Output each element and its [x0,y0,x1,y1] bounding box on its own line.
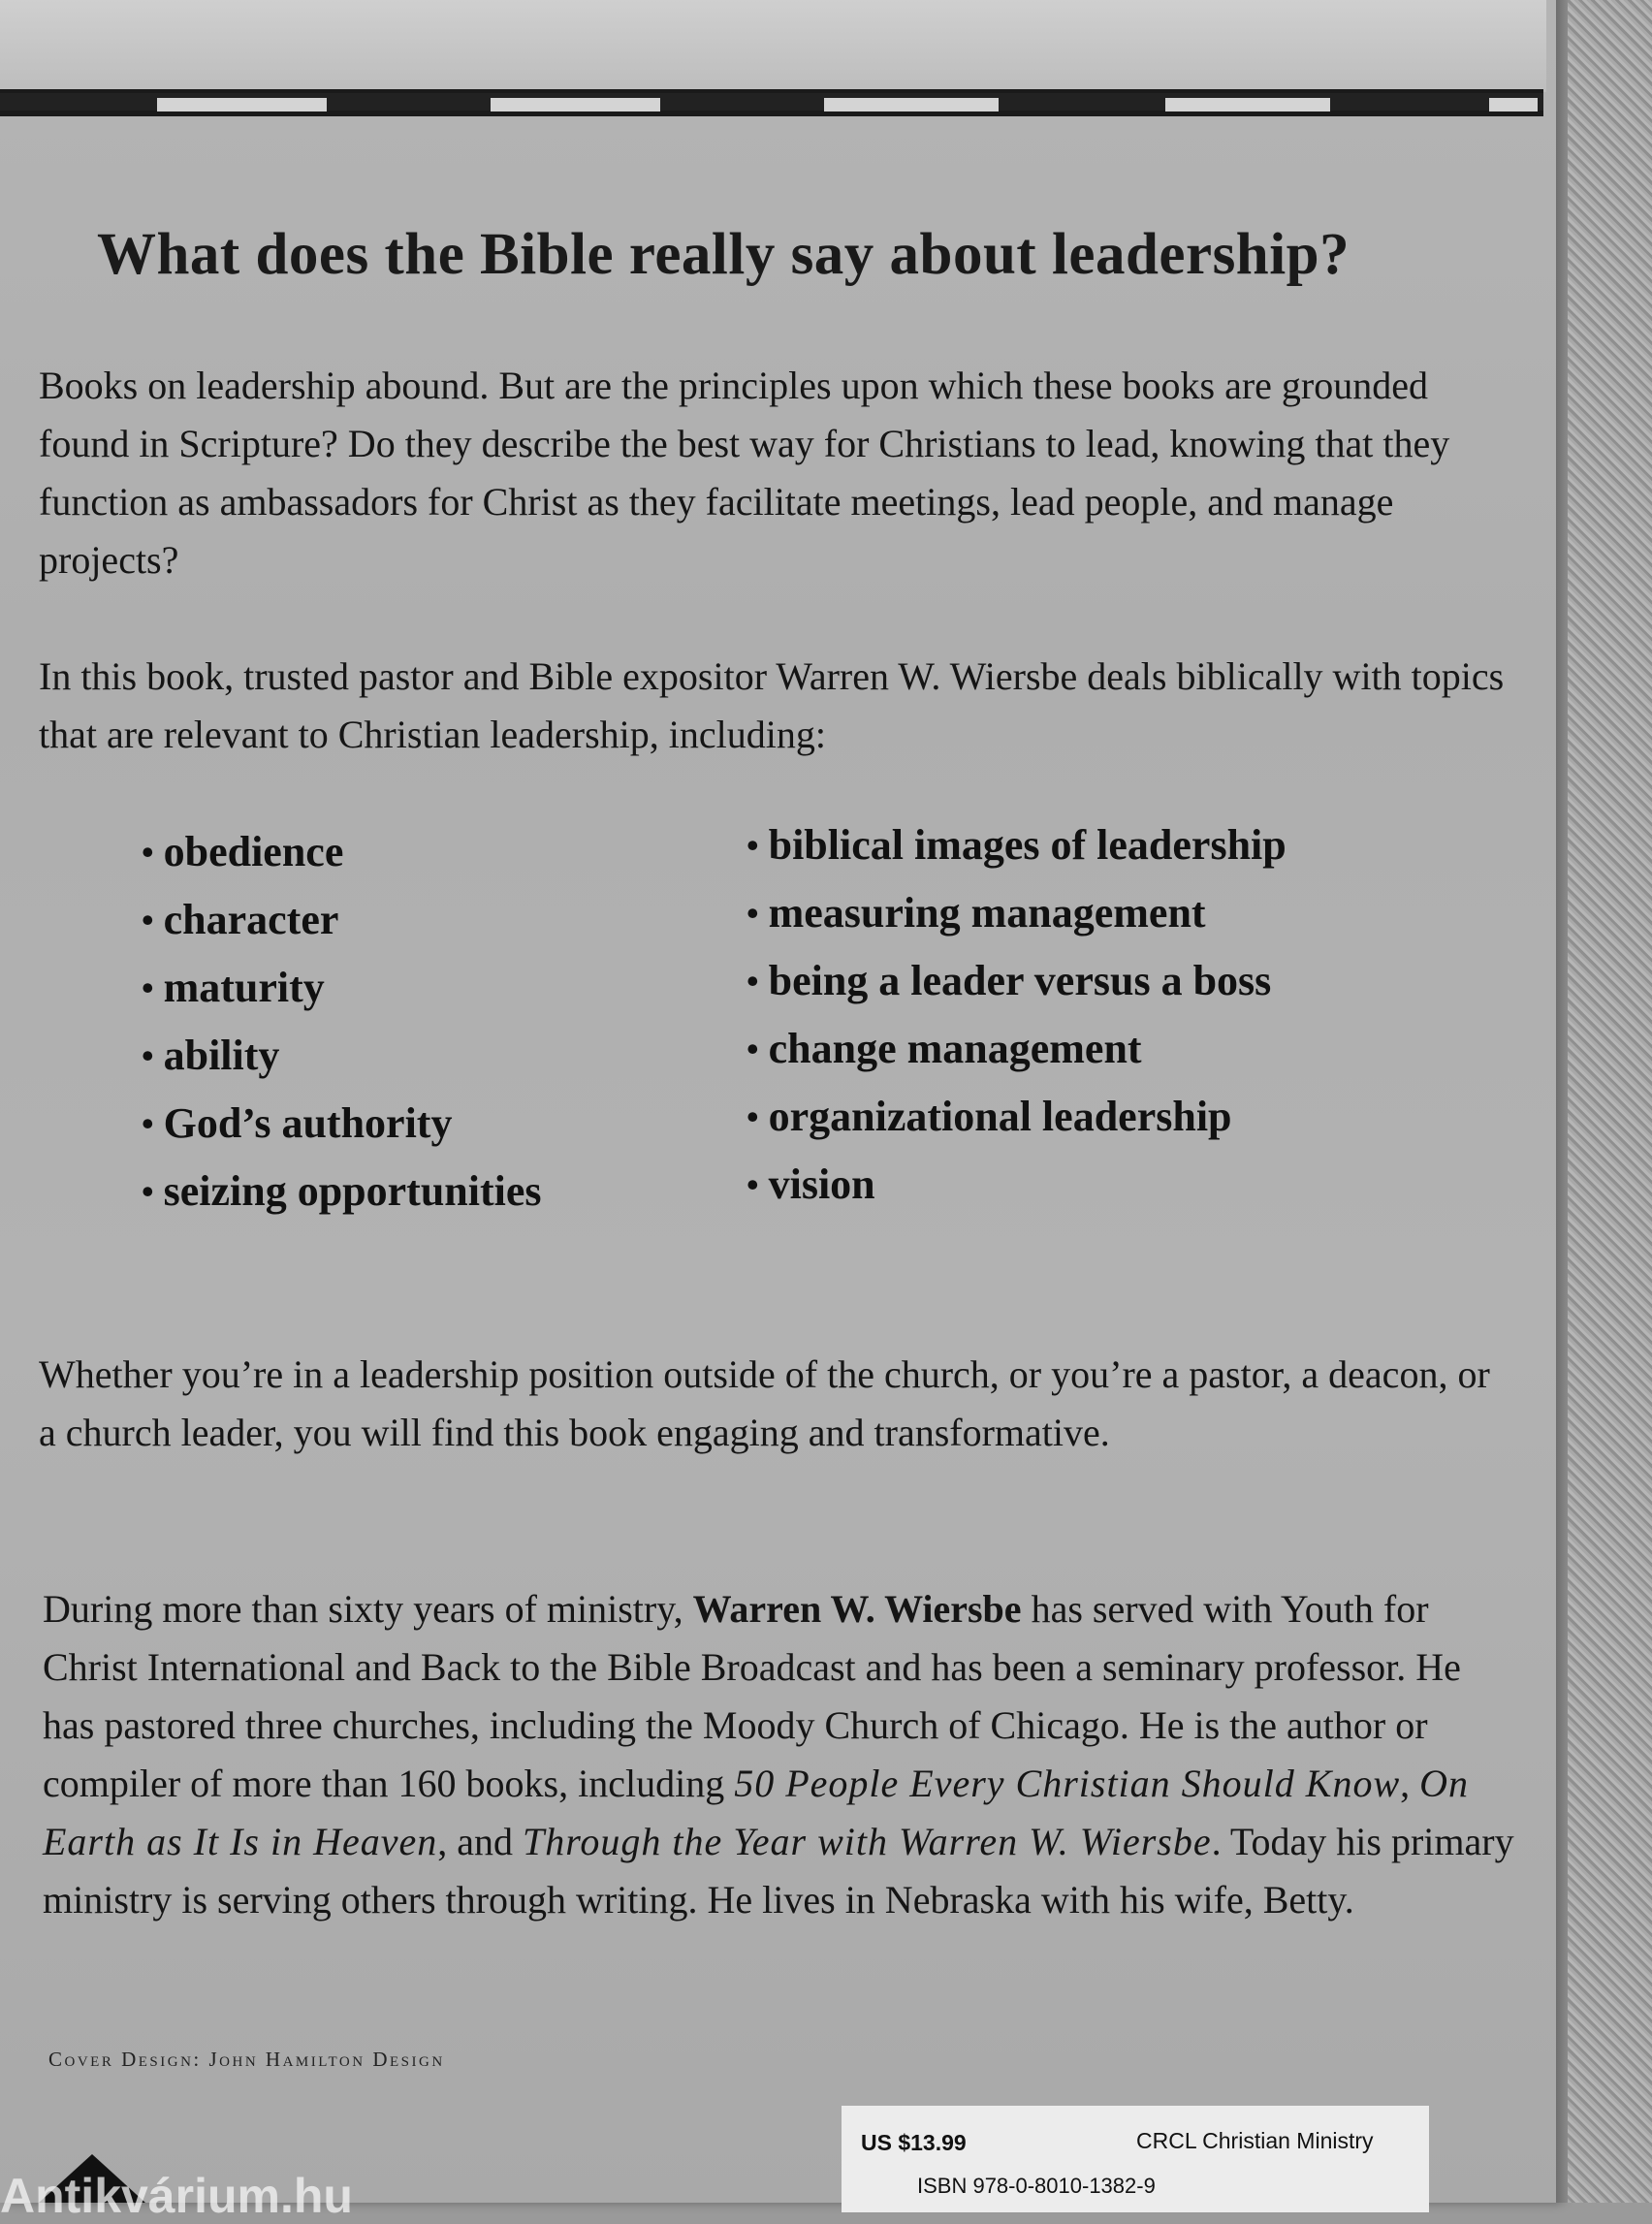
list-item: • maturity [142,955,542,1023]
closing-paragraph: Whether you’re in a leadership position outside of the church, or you’re a pastor, a deacon, or a church leader, you will find this book engaging and transformative. [39,1352,1490,1454]
list-item: • biblical images of leadership [747,812,1287,880]
bio-tail: . Today his primary ministry is serving others through writing. He lives in Nebraska with his wife, Betty. [43,1820,1514,1922]
separator: , [1400,1762,1411,1805]
cover-design-credit: Cover Design: John Hamilton Design [48,2048,445,2071]
list-item: • obedience [142,819,542,887]
list-item: • character [142,887,542,955]
author-bio [43,1580,1516,1929]
watermark: Antikvárium.hu [0,2169,353,2223]
list-item: • change management [747,1016,1287,1084]
topics-list-left [142,819,542,1226]
list-item: • seizing opportunities [142,1159,542,1226]
book-title-3: Through the Year with Warren W. Wiersbe [523,1820,1212,1863]
bio-lead: During more than sixty years of ministry, [43,1587,683,1631]
cover-edge [1556,0,1568,2203]
price-label: US $13.99 [861,2130,967,2155]
intro-paragraph: Books on leadership abound. But are the principles upon which these books are grounded found in Scripture? Do they describe the best way for Christians to lead, knowing that they function as ambassadors for Christ as they facilitate meetings, lead people, and manage projects? [39,364,1450,582]
price-sticker [842,2106,1429,2212]
list-item: • God’s authority [142,1091,542,1159]
page-title: What does the Bible really say about leadership? [97,222,1350,287]
book-title-2: On Earth as It Is in Heaven [43,1762,1470,1863]
isbn-label: ISBN 978-0-8010-1382-9 [917,2174,1156,2198]
list-item: • organizational leadership [747,1084,1287,1152]
cover-top-area [0,0,1546,92]
list-item: • vision [747,1152,1287,1220]
decorative-stripe [0,89,1543,116]
topics-intro-paragraph: In this book, trusted pastor and Bible expositor Warren W. Wiersbe deals biblically with topics that are relevant to Christian leadership, including: [39,654,1505,756]
topics-list-right [747,812,1287,1220]
list-item: • ability [142,1023,542,1091]
background-surface [1568,0,1652,2203]
list-item: • measuring management [747,880,1287,948]
book-title-1: 50 People Every Christian Should Know [734,1762,1401,1805]
separator: , and [437,1820,514,1863]
category-label: CRCL Christian Ministry [1136,2128,1374,2153]
list-item: • being a leader versus a boss [747,948,1287,1016]
author-name: Warren W. Wiersbe [692,1587,1022,1631]
bio-body: has served with Youth for Christ International and Back to the Bible Broadcast and has been a seminary professor. He has pastored three churches, including the Moody Church of Chicago. He is the author or compiler of more than 160 books, including [43,1587,1461,1805]
